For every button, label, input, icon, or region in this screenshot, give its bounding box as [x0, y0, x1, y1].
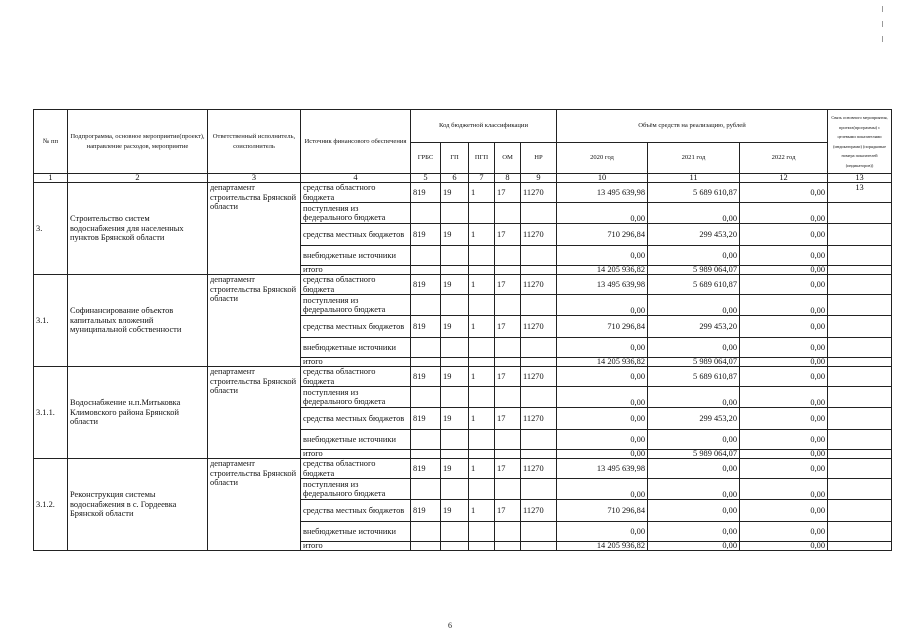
- funding-source: поступления из федерального бюджета: [301, 387, 411, 408]
- table-row: [34, 367, 892, 387]
- measure-name: Строительство систем водоснабжения для населенных пунктов Брянской области: [68, 183, 208, 275]
- amount-2022: 0,00: [740, 316, 828, 338]
- amount-2020: 14 205 936,82: [557, 266, 648, 275]
- amount-2021: 0,00: [648, 338, 740, 358]
- funding-source: средства областного бюджета: [301, 275, 411, 295]
- budget-code-grbs: 819: [411, 459, 441, 479]
- column-number: 7: [469, 174, 495, 183]
- amount-2022: 0,00: [740, 500, 828, 522]
- budget-code-np: 11270: [521, 275, 557, 295]
- amount-2022: 0,00: [740, 246, 828, 266]
- funding-source: средства местных бюджетов: [301, 408, 411, 430]
- budget-code-pgp: [469, 295, 495, 316]
- column-number: 5: [411, 174, 441, 183]
- budget-code-np: [521, 358, 557, 367]
- funding-source: итого: [301, 266, 411, 275]
- amount-2022: 0,00: [740, 408, 828, 430]
- amount-2022: 0,00: [740, 542, 828, 551]
- budget-code-pgp: 1: [469, 224, 495, 246]
- header-executor: Ответственный исполнитель, соисполнитель: [208, 110, 301, 174]
- budget-code-om: [495, 479, 521, 500]
- budget-code-pgp: [469, 338, 495, 358]
- header-volume: Объём средств на реализацию, рублей: [557, 110, 828, 143]
- amount-2021: 5 689 610,87: [648, 275, 740, 295]
- amount-2020: 14 205 936,82: [557, 358, 648, 367]
- budget-code-grbs: [411, 450, 441, 459]
- budget-code-om: [495, 430, 521, 450]
- header-2021: 2021 год: [648, 143, 740, 174]
- budget-code-om: [495, 387, 521, 408]
- budget-code-gp: [441, 358, 469, 367]
- indicator-link: [828, 338, 892, 358]
- amount-2022: 0,00: [740, 183, 828, 203]
- amount-2021: 0,00: [648, 542, 740, 551]
- amount-2022: 0,00: [740, 450, 828, 459]
- funding-source: итого: [301, 542, 411, 551]
- column-number: 1: [34, 174, 68, 183]
- amount-2022: 0,00: [740, 430, 828, 450]
- budget-code-np: [521, 295, 557, 316]
- indicator-link: [828, 459, 892, 479]
- budget-code-np: [521, 450, 557, 459]
- budget-code-gp: [441, 295, 469, 316]
- budget-code-grbs: 819: [411, 500, 441, 522]
- budget-code-gp: [441, 266, 469, 275]
- budget-code-pgp: 1: [469, 367, 495, 387]
- budget-code-grbs: [411, 266, 441, 275]
- budget-code-pgp: [469, 542, 495, 551]
- budget-code-gp: 19: [441, 459, 469, 479]
- indicator-link: 13: [828, 183, 892, 203]
- budget-code-gp: [441, 430, 469, 450]
- header-row: [34, 110, 892, 143]
- column-number: 2: [68, 174, 208, 183]
- amount-2021: 0,00: [648, 295, 740, 316]
- amount-2022: 0,00: [740, 358, 828, 367]
- budget-code-pgp: 1: [469, 275, 495, 295]
- budget-code-om: [495, 542, 521, 551]
- header-source: Источник финансового обеспечения: [301, 110, 411, 174]
- budget-code-gp: [441, 203, 469, 224]
- amount-2020: 0,00: [557, 430, 648, 450]
- budget-code-grbs: [411, 522, 441, 542]
- amount-2020: 0,00: [557, 203, 648, 224]
- amount-2022: 0,00: [740, 459, 828, 479]
- budget-code-np: [521, 479, 557, 500]
- budget-code-om: [495, 522, 521, 542]
- header-2022: 2022 год: [740, 143, 828, 174]
- amount-2020: 13 495 639,98: [557, 275, 648, 295]
- budget-code-grbs: [411, 246, 441, 266]
- budget-code-om: 17: [495, 183, 521, 203]
- column-number: 11: [648, 174, 740, 183]
- indicator-link: [828, 450, 892, 459]
- amount-2022: 0,00: [740, 479, 828, 500]
- budget-code-pgp: [469, 246, 495, 266]
- indicator-link: [828, 358, 892, 367]
- indicator-link: [828, 246, 892, 266]
- header-no: № пп: [34, 110, 68, 174]
- amount-2021: 299 453,20: [648, 224, 740, 246]
- budget-code-pgp: 1: [469, 500, 495, 522]
- budget-code-om: [495, 295, 521, 316]
- amount-2021: 299 453,20: [648, 408, 740, 430]
- budget-code-gp: [441, 479, 469, 500]
- budget-code-grbs: 819: [411, 316, 441, 338]
- header-np: НР: [521, 143, 557, 174]
- amount-2022: 0,00: [740, 367, 828, 387]
- budget-code-pgp: [469, 430, 495, 450]
- measure-name: Водоснабжение н.п.Митьковка Климовского района Брянской области: [68, 367, 208, 459]
- budget-code-pgp: [469, 358, 495, 367]
- column-number: 13: [828, 174, 892, 183]
- header-budget-code: Код бюджетной классификации: [411, 110, 557, 143]
- budget-code-np: 11270: [521, 316, 557, 338]
- budget-code-np: [521, 338, 557, 358]
- amount-2022: 0,00: [740, 203, 828, 224]
- budget-code-om: 17: [495, 224, 521, 246]
- indicator-link: [828, 500, 892, 522]
- budget-code-gp: [441, 542, 469, 551]
- funding-source: внебюджетные источники: [301, 522, 411, 542]
- budget-code-grbs: [411, 295, 441, 316]
- indicator-link: [828, 295, 892, 316]
- amount-2020: 710 296,84: [557, 500, 648, 522]
- budget-code-grbs: 819: [411, 408, 441, 430]
- column-number: 4: [301, 174, 411, 183]
- amount-2021: 5 989 064,07: [648, 358, 740, 367]
- budget-code-grbs: [411, 338, 441, 358]
- budget-code-gp: 19: [441, 224, 469, 246]
- column-number: 12: [740, 174, 828, 183]
- budget-code-np: [521, 266, 557, 275]
- budget-code-gp: [441, 387, 469, 408]
- amount-2020: 710 296,84: [557, 224, 648, 246]
- amount-2020: 0,00: [557, 522, 648, 542]
- budget-code-gp: 19: [441, 275, 469, 295]
- amount-2021: 0,00: [648, 203, 740, 224]
- budget-code-grbs: [411, 358, 441, 367]
- budget-code-gp: 19: [441, 316, 469, 338]
- header-2020: 2020 год: [557, 143, 648, 174]
- budget-code-gp: 19: [441, 408, 469, 430]
- indicator-link: [828, 266, 892, 275]
- row-number: 3.1.2.: [34, 459, 68, 551]
- budget-table: [33, 109, 892, 551]
- row-number: 3.: [34, 183, 68, 275]
- amount-2022: 0,00: [740, 522, 828, 542]
- budget-code-om: [495, 450, 521, 459]
- budget-code-gp: [441, 338, 469, 358]
- amount-2021: 0,00: [648, 387, 740, 408]
- budget-code-np: [521, 246, 557, 266]
- budget-code-pgp: [469, 387, 495, 408]
- amount-2022: 0,00: [740, 275, 828, 295]
- amount-2022: 0,00: [740, 338, 828, 358]
- budget-code-grbs: 819: [411, 275, 441, 295]
- amount-2021: 0,00: [648, 500, 740, 522]
- column-number: 6: [441, 174, 469, 183]
- amount-2022: 0,00: [740, 387, 828, 408]
- budget-code-np: [521, 203, 557, 224]
- executor: департамент строительства Брянской области: [208, 183, 301, 275]
- budget-code-grbs: 819: [411, 367, 441, 387]
- column-number: 3: [208, 174, 301, 183]
- budget-code-np: [521, 387, 557, 408]
- row-number: 3.1.1.: [34, 367, 68, 459]
- amount-2020: 0,00: [557, 246, 648, 266]
- indicator-link: [828, 522, 892, 542]
- budget-code-np: [521, 542, 557, 551]
- budget-code-pgp: [469, 479, 495, 500]
- amount-2021: 299 453,20: [648, 316, 740, 338]
- amount-2021: 5 989 064,07: [648, 450, 740, 459]
- amount-2022: 0,00: [740, 224, 828, 246]
- budget-code-gp: 19: [441, 183, 469, 203]
- amount-2021: 0,00: [648, 246, 740, 266]
- budget-code-pgp: [469, 266, 495, 275]
- table-row: [34, 459, 892, 479]
- indicator-link: [828, 316, 892, 338]
- budget-code-grbs: 819: [411, 224, 441, 246]
- budget-code-np: 11270: [521, 500, 557, 522]
- budget-code-om: 17: [495, 316, 521, 338]
- table-body: [34, 183, 892, 551]
- budget-code-pgp: 1: [469, 183, 495, 203]
- budget-code-om: 17: [495, 367, 521, 387]
- amount-2020: 13 495 639,98: [557, 459, 648, 479]
- indicator-link: [828, 275, 892, 295]
- column-number-row: [34, 174, 892, 183]
- funding-source: внебюджетные источники: [301, 338, 411, 358]
- indicator-link: [828, 224, 892, 246]
- budget-code-om: 17: [495, 500, 521, 522]
- funding-source: средства областного бюджета: [301, 459, 411, 479]
- budget-code-om: [495, 246, 521, 266]
- amount-2021: 5 689 610,87: [648, 183, 740, 203]
- budget-code-pgp: [469, 450, 495, 459]
- funding-source: средства местных бюджетов: [301, 224, 411, 246]
- budget-code-om: 17: [495, 275, 521, 295]
- indicator-link: [828, 387, 892, 408]
- column-number: 8: [495, 174, 521, 183]
- amount-2020: 14 205 936,82: [557, 542, 648, 551]
- budget-code-grbs: [411, 430, 441, 450]
- table-row: [34, 183, 892, 203]
- budget-code-om: [495, 358, 521, 367]
- amount-2021: 0,00: [648, 479, 740, 500]
- budget-code-grbs: [411, 387, 441, 408]
- budget-code-np: 11270: [521, 367, 557, 387]
- budget-code-pgp: 1: [469, 316, 495, 338]
- amount-2020: 0,00: [557, 387, 648, 408]
- budget-code-om: [495, 338, 521, 358]
- amount-2022: 0,00: [740, 295, 828, 316]
- budget-code-grbs: 819: [411, 183, 441, 203]
- indicator-link: [828, 408, 892, 430]
- row-number: 3.1.: [34, 275, 68, 367]
- funding-source: внебюджетные источники: [301, 430, 411, 450]
- funding-source: итого: [301, 358, 411, 367]
- budget-code-om: [495, 203, 521, 224]
- funding-source: средства областного бюджета: [301, 367, 411, 387]
- budget-code-np: 11270: [521, 408, 557, 430]
- measure-name: Реконструкция системы водоснабжения в с. Гордеевка Брянской области: [68, 459, 208, 551]
- header-om: ОМ: [495, 143, 521, 174]
- budget-code-gp: [441, 450, 469, 459]
- budget-code-pgp: 1: [469, 408, 495, 430]
- amount-2021: 0,00: [648, 522, 740, 542]
- budget-code-pgp: [469, 522, 495, 542]
- amount-2021: 0,00: [648, 430, 740, 450]
- budget-code-np: 11270: [521, 459, 557, 479]
- budget-code-gp: 19: [441, 500, 469, 522]
- budget-code-np: 11270: [521, 224, 557, 246]
- budget-code-grbs: [411, 542, 441, 551]
- header-gp: ГП: [441, 143, 469, 174]
- budget-code-om: 17: [495, 459, 521, 479]
- budget-code-np: [521, 522, 557, 542]
- budget-code-gp: 19: [441, 367, 469, 387]
- budget-code-grbs: [411, 203, 441, 224]
- column-number: 9: [521, 174, 557, 183]
- header-grbs: ГРБС: [411, 143, 441, 174]
- amount-2020: 0,00: [557, 479, 648, 500]
- executor: департамент строительства Брянской области: [208, 367, 301, 459]
- funding-source: средства местных бюджетов: [301, 316, 411, 338]
- budget-code-om: 17: [495, 408, 521, 430]
- budget-code-gp: [441, 522, 469, 542]
- executor: департамент строительства Брянской области: [208, 459, 301, 551]
- page-number: 6: [448, 621, 452, 630]
- funding-source: средства областного бюджета: [301, 183, 411, 203]
- amount-2021: 0,00: [648, 459, 740, 479]
- amount-2022: 0,00: [740, 266, 828, 275]
- amount-2020: 710 296,84: [557, 316, 648, 338]
- budget-code-pgp: 1: [469, 459, 495, 479]
- header-subprogram: Подпрограмма, основное мероприятие(проект), направление расходов, мероприятие: [68, 110, 208, 174]
- scan-edge-marks: [882, 6, 884, 46]
- funding-source: средства местных бюджетов: [301, 500, 411, 522]
- amount-2020: 0,00: [557, 367, 648, 387]
- funding-source: итого: [301, 450, 411, 459]
- funding-source: поступления из федерального бюджета: [301, 203, 411, 224]
- amount-2020: 13 495 639,98: [557, 183, 648, 203]
- budget-code-om: [495, 266, 521, 275]
- funding-source: внебюджетные источники: [301, 246, 411, 266]
- budget-code-pgp: [469, 203, 495, 224]
- funding-source: поступления из федерального бюджета: [301, 479, 411, 500]
- amount-2020: 0,00: [557, 450, 648, 459]
- amount-2020: 0,00: [557, 408, 648, 430]
- budget-code-grbs: [411, 479, 441, 500]
- amount-2020: 0,00: [557, 295, 648, 316]
- amount-2021: 5 989 064,07: [648, 266, 740, 275]
- executor: департамент строительства Брянской области: [208, 275, 301, 367]
- table-row: [34, 275, 892, 295]
- column-number: 10: [557, 174, 648, 183]
- budget-code-np: 11270: [521, 183, 557, 203]
- header-link: Связь основного мероприятия, проекта(программы) с целевыми показателями (индикаторами) (порядковые номера показателей (индикаторов)): [828, 110, 892, 174]
- header-pgp: ПГП: [469, 143, 495, 174]
- indicator-link: [828, 542, 892, 551]
- indicator-link: [828, 203, 892, 224]
- indicator-link: [828, 367, 892, 387]
- amount-2021: 5 689 610,87: [648, 367, 740, 387]
- indicator-link: [828, 479, 892, 500]
- amount-2020: 0,00: [557, 338, 648, 358]
- funding-source: поступления из федерального бюджета: [301, 295, 411, 316]
- budget-code-np: [521, 430, 557, 450]
- indicator-link: [828, 430, 892, 450]
- budget-code-gp: [441, 246, 469, 266]
- measure-name: Софинансирование объектов капитальных вложений муниципальной собственности: [68, 275, 208, 367]
